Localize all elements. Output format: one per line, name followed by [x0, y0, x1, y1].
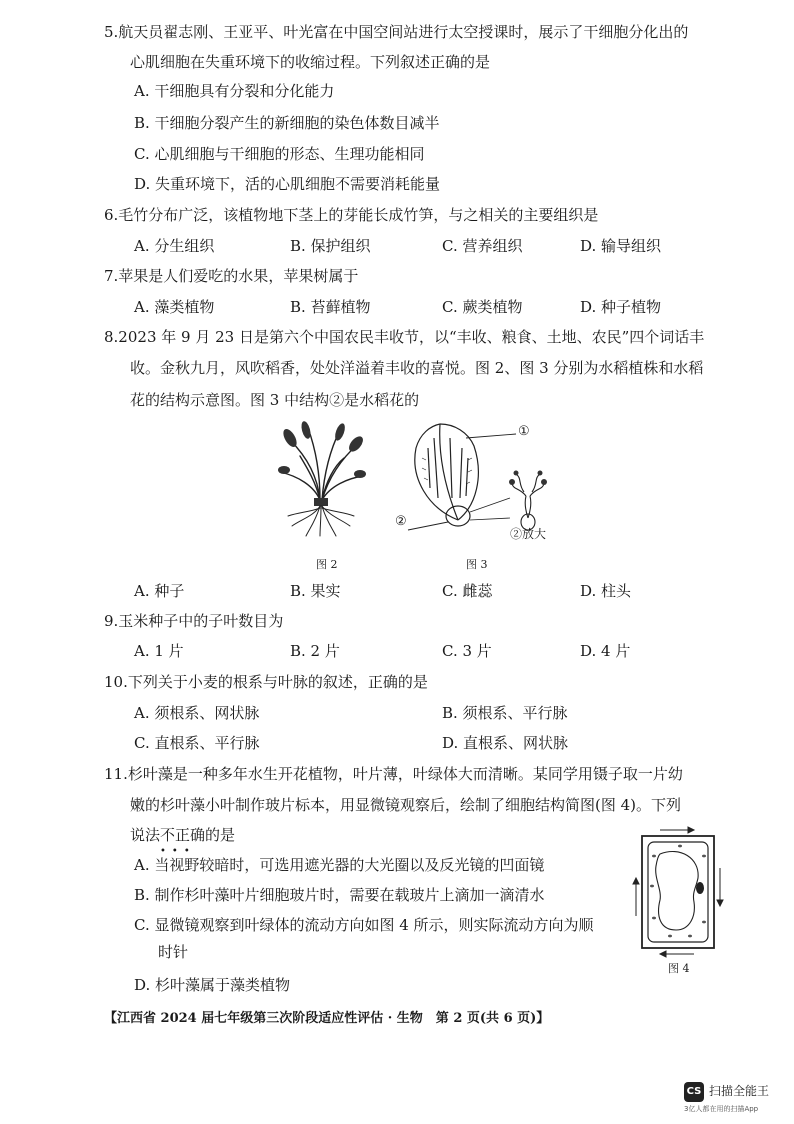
- scanner-watermark: [684, 1080, 784, 1116]
- q10-option-d: D. 直根系、网状脉: [442, 734, 569, 752]
- watermark-subtitle: 3亿人都在用的扫描App: [684, 1105, 759, 1113]
- fig3-caption: 图 3: [466, 558, 488, 571]
- q10-stem: 10.下列关于小麦的根系与叶脉的叙述，正确的是: [104, 673, 428, 691]
- q11-option-b: B. 制作杉叶藻叶片细胞玻片时，需要在载玻片上滴加一滴清水: [134, 886, 545, 904]
- q9-option-b: B. 2 片: [290, 642, 340, 660]
- q8-option-c: C. 雌蕊: [442, 582, 493, 600]
- q9-option-c: C. 3 片: [442, 642, 492, 660]
- q6-option-c: C. 营养组织: [442, 237, 523, 255]
- q6-stem: 6.毛竹分布广泛，该植物地下茎上的芽能长成竹笋，与之相关的主要组织是: [104, 206, 599, 224]
- emphasis-dots-icon: •••: [160, 846, 196, 857]
- q5-stem-line-2: 心肌细胞在失重环境下的收缩过程。下列叙述正确的是: [130, 53, 491, 71]
- fig4-caption: 图 4: [668, 962, 690, 975]
- q9-option-d: D. 4 片: [580, 642, 631, 660]
- q11-option-c-line-2: 时针: [158, 943, 189, 961]
- q7-stem: 7.苹果是人们爱吃的水果，苹果树属于: [104, 267, 359, 285]
- rice-plant-figure: [270, 420, 370, 538]
- q11-option-a: A. 当视野较暗时，可选用遮光器的大光圈以及反光镜的凹面镜: [134, 856, 545, 874]
- q7-option-a: A. 藻类植物: [134, 298, 215, 316]
- q6-option-a: A. 分生组织: [134, 237, 215, 255]
- q11-option-d: D. 杉叶藻属于藻类植物: [134, 976, 291, 994]
- fig3-label-1: ①: [518, 424, 530, 439]
- q11-stem-emphasis: [160, 826, 206, 857]
- q11-stem-line-2: 嫩的杉叶藻小叶制作玻片标本，用显微镜观察后，绘制了细胞结构简图(图 4)。下列: [130, 796, 682, 814]
- leaf-cell-figure: [630, 826, 726, 958]
- watermark-name: 扫描全能王: [709, 1084, 770, 1098]
- q11-stem-line-1: 11.杉叶藻是一种多年水生开花植物，叶片薄，叶绿体大而清晰。某同学用镊子取一片幼: [104, 765, 683, 783]
- q8-option-b: B. 果实: [290, 582, 341, 600]
- q9-option-a: A. 1 片: [134, 642, 184, 660]
- q11-stem-suffix: 的是: [205, 826, 236, 844]
- q7-option-d: D. 种子植物: [580, 298, 662, 316]
- q5-option-a: A. 干细胞具有分裂和分化能力: [134, 82, 335, 100]
- q8-option-d: D. 柱头: [580, 582, 632, 600]
- fig3-label-magnified: ②放大: [510, 527, 547, 541]
- q10-option-a: A. 须根系、网状脉: [134, 704, 260, 722]
- q7-option-b: B. 苔藓植物: [290, 298, 371, 316]
- q5-option-b: B. 干细胞分裂产生的新细胞的染色体数目减半: [134, 114, 440, 132]
- q8-stem-line-1: 8.2023 年 9 月 23 日是第六个中国农民丰收节，以“丰收、粮食、土地、农民”四个词话丰: [104, 328, 705, 346]
- q8-option-a: A. 种子: [134, 582, 185, 600]
- q8-stem-line-3: 花的结构示意图。图 3 中结构②是水稻花的: [130, 391, 420, 409]
- page-footer: 【江西省 2024 届七年级第三次阶段适应性评估 · 生物 第 2 页(共 6 页)】: [104, 1011, 550, 1026]
- q5-stem-line-1: 5.航天员翟志刚、王亚平、叶光富在中国空间站进行太空授课时，展示了干细胞分化出的: [104, 23, 689, 41]
- fig2-caption: 图 2: [316, 558, 338, 571]
- camscanner-logo-icon: CS: [684, 1082, 704, 1102]
- q5-option-c: C. 心肌细胞与干细胞的形态、生理功能相同: [134, 145, 425, 163]
- q11-stem-prefix: 说法: [130, 826, 161, 844]
- q8-stem-line-2: 收。金秋九月，风吹稻香，处处洋溢着丰收的喜悦。图 2、图 3 分别为水稻植株和水稻: [130, 359, 704, 377]
- q10-option-c: C. 直根系、平行脉: [134, 734, 260, 752]
- q11-stem-line-3: [130, 825, 236, 857]
- q7-option-c: C. 蕨类植物: [442, 298, 523, 316]
- q11-stem-emphasis-text: 不正确: [160, 826, 206, 844]
- q6-option-b: B. 保护组织: [290, 237, 371, 255]
- q5-option-d: D. 失重环境下，活的心肌细胞不需要消耗能量: [134, 175, 441, 193]
- q9-stem: 9.玉米种子中的子叶数目为: [104, 612, 284, 630]
- fig3-label-2: ②: [395, 514, 407, 529]
- q11-option-c-line-1: C. 显微镜观察到叶绿体的流动方向如图 4 所示，则实际流动方向为顺: [134, 916, 594, 934]
- q10-option-b: B. 须根系、平行脉: [442, 704, 568, 722]
- q6-option-d: D. 输导组织: [580, 237, 662, 255]
